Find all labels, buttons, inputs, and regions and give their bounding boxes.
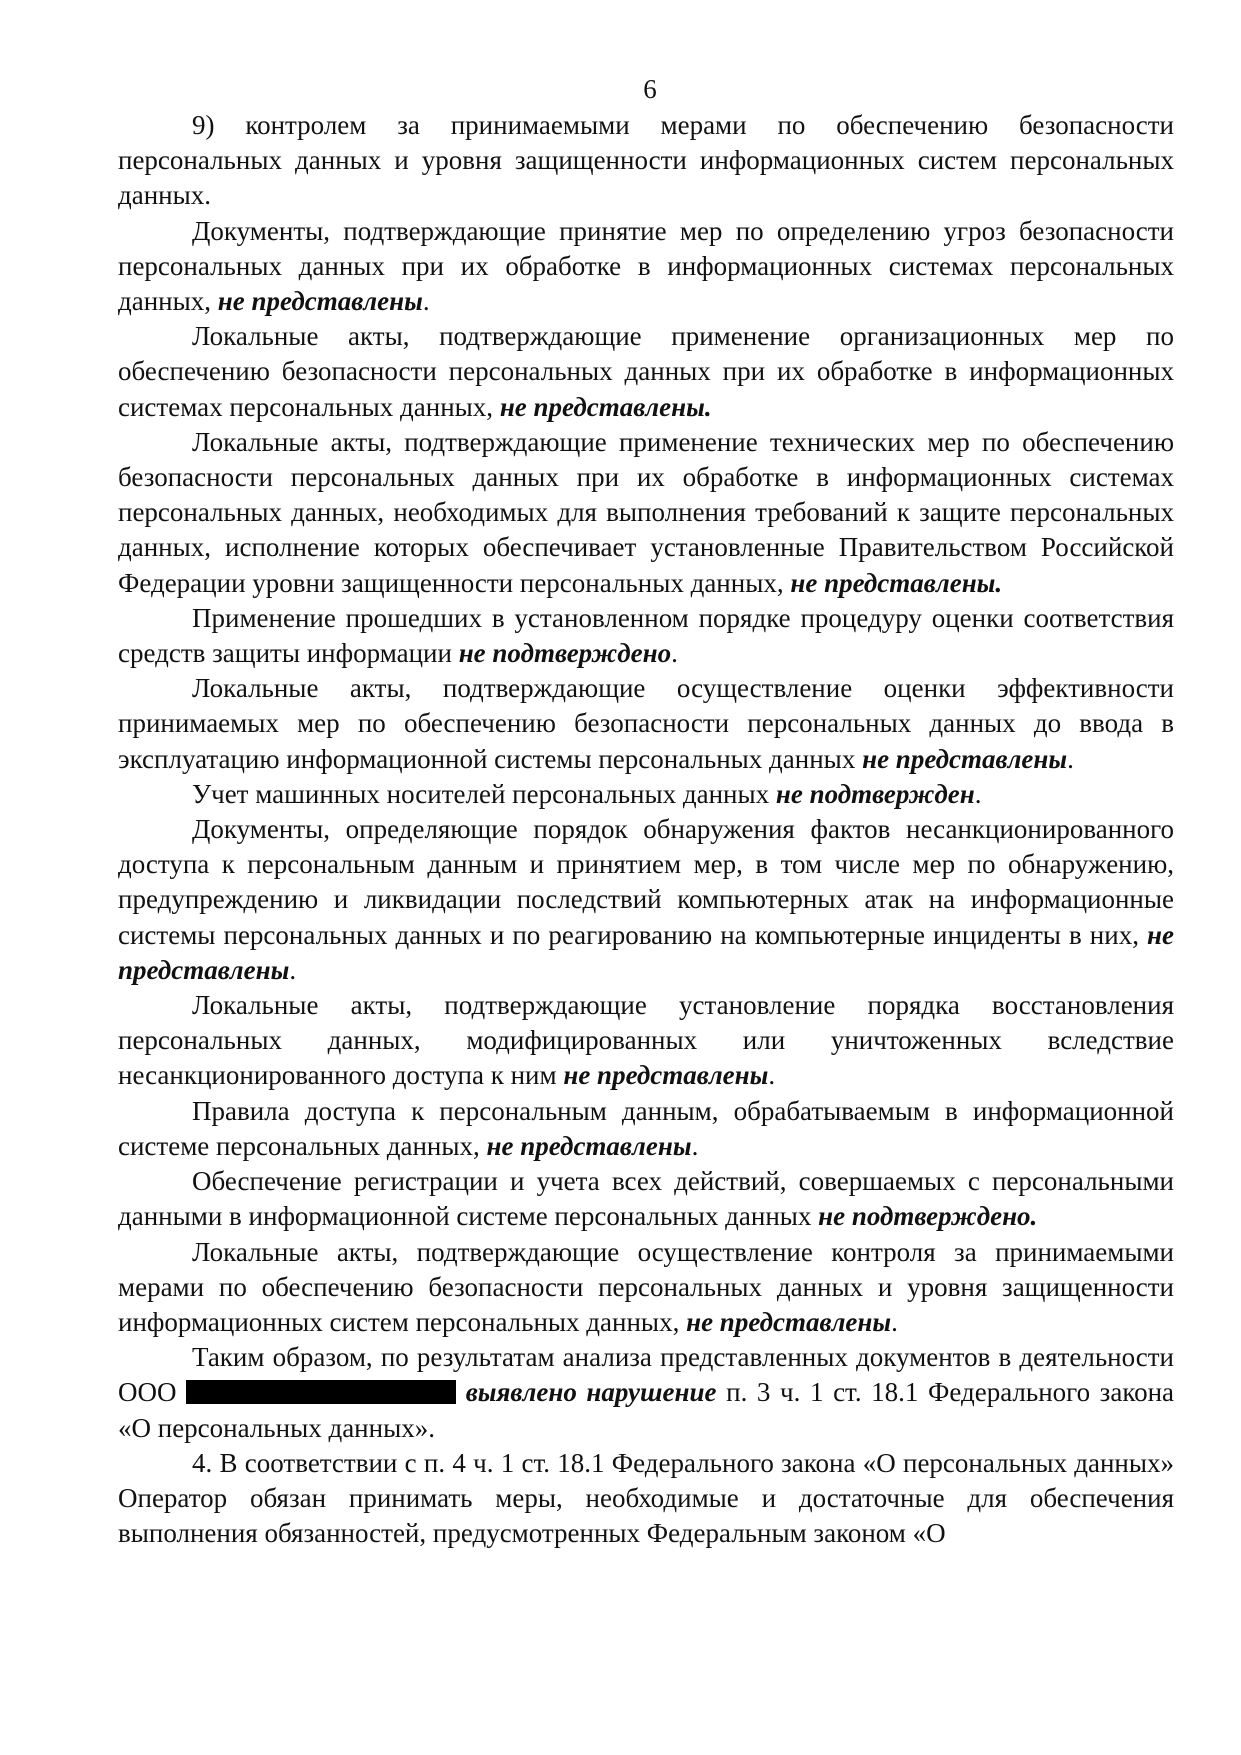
paragraph-text: Учет машинных носителей персональных данных <box>192 778 776 809</box>
paragraph-text: Документы, определяющие порядок обнаружения фактов несанкционированного доступа к персональным данным и принятием мер, в том числе мер по обнаружению, предупреждению и ликвидации последствий компьютерных атак на информационные системы персональных данных и по реагированию на компьютерные инциденты в них, <box>118 814 1174 950</box>
paragraph-access-rules <box>118 1094 1174 1164</box>
document-body <box>118 108 1174 1551</box>
paragraph-media-accounting <box>118 777 1174 812</box>
emphasis-not-provided: не представлены <box>118 919 1174 985</box>
emphasis-not-provided: не представлены <box>486 1130 692 1161</box>
emphasis-not-provided: не представлены. <box>499 391 712 422</box>
paragraph-tail: . <box>768 1060 776 1091</box>
paragraph-organizational-measures <box>118 319 1174 425</box>
emphasis-not-provided: не представлены. <box>790 567 1003 598</box>
paragraph-control-measures <box>118 1235 1174 1341</box>
redaction-bar <box>186 1380 456 1404</box>
emphasis-not-provided: не представлены <box>217 286 423 317</box>
paragraph-tail: . <box>974 778 982 809</box>
paragraph-technical-measures <box>118 425 1174 601</box>
paragraph-conclusion <box>118 1340 1174 1446</box>
emphasis-not-provided: не представлены <box>862 743 1068 774</box>
paragraph-text: 9) контролем за принимаемыми мерами по обеспечению безопасности персональных данных и уровня защищенности информационных систем персональных данных. <box>118 110 1174 211</box>
emphasis-violation-found: выявлено нарушение <box>465 1377 717 1408</box>
paragraph-tail: . <box>691 1130 699 1161</box>
emphasis-not-confirmed: не подтвержден <box>775 778 975 809</box>
paragraph-section-4 <box>118 1446 1174 1552</box>
paragraph-text: Локальные акты, подтверждающие осуществление оценки эффективности принимаемых мер по обеспечению безопасности персональных данных до ввода в эксплуатацию информационной системы персональных данных <box>118 673 1174 774</box>
emphasis-not-confirmed: не подтверждено <box>458 638 672 669</box>
paragraph-tail: . <box>1067 743 1074 774</box>
paragraph-tail: . <box>422 286 430 317</box>
paragraph-action-logging <box>118 1164 1174 1234</box>
paragraph-text: Локальные акты, подтверждающие применение организационных мер по обеспечению безопасности персональных данных при их обработке в информационных системах персональных данных, <box>118 321 1174 422</box>
paragraph-tail: . <box>671 638 678 669</box>
emphasis-not-confirmed: не подтверждено. <box>818 1201 1038 1232</box>
paragraph-text: Локальные акты, подтверждающие осуществление контроля за принимаемыми мерами по обеспечению безопасности персональных данных и уровня защищенности информационных систем персональных данных, <box>118 1236 1174 1337</box>
paragraph-conformity-assessment <box>118 601 1174 671</box>
paragraph-text: Обеспечение регистрации и учета всех действий, совершаемых с персональными данными в информационной системе персональных данных <box>118 1166 1174 1232</box>
paragraph-tail: . <box>891 1306 898 1337</box>
paragraph-threat-docs <box>118 214 1174 320</box>
paragraph-text: Документы, подтверждающие принятие мер по определению угроз безопасности персональных данных при их обработке в информационных системах персональных данных, <box>118 215 1174 317</box>
paragraph-effectiveness-assessment <box>118 671 1174 777</box>
conclusion-before: Таким образом, по результатам анализа представленных документов в деятельности ООО <box>118 1342 1174 1408</box>
paragraph-text: Локальные акты, подтверждающие установление порядка восстановления персональных данных, модифицированных или уничтоженных вследствие несанкционированного доступа к ним <box>118 990 1174 1091</box>
page-number: 6 <box>643 74 657 104</box>
paragraph-data-recovery <box>118 988 1174 1094</box>
conclusion-after: п. 3 ч. 1 ст. 18.1 Федерального закона «О персональных данных». <box>118 1377 1175 1443</box>
paragraph-text: Правила доступа к персональным данным, обрабатываемым в информационной системе персональных данных, <box>118 1095 1174 1161</box>
paragraph-intrusion-detection <box>118 812 1174 988</box>
paragraph-item-9 <box>118 108 1174 214</box>
paragraph-tail: . <box>289 954 297 985</box>
paragraph-text: Локальные акты, подтверждающие применение технических мер по обеспечению безопасности персональных данных при их обработке в информационных системах персональных данных, необходимых для выполнения требований к защите персональных данных, исполнение которых обеспечивает установленные Правительством Российской Федерации уровни защищенности персональных данных, <box>118 426 1174 598</box>
emphasis-not-provided: не представлены <box>563 1060 769 1091</box>
paragraph-text: 4. В соответствии с п. 4 ч. 1 ст. 18.1 Федерального закона «О персональных данных» Оператор обязан принимать меры, необходимые и достаточные для обеспечения выполнения обязанностей, предусмотренных Федеральным законом «О <box>118 1447 1174 1549</box>
paragraph-text: Применение прошедших в установленном порядке процедуру оценки соответствия средств защиты информации <box>118 602 1174 669</box>
emphasis-not-provided: не представлены <box>686 1306 892 1337</box>
